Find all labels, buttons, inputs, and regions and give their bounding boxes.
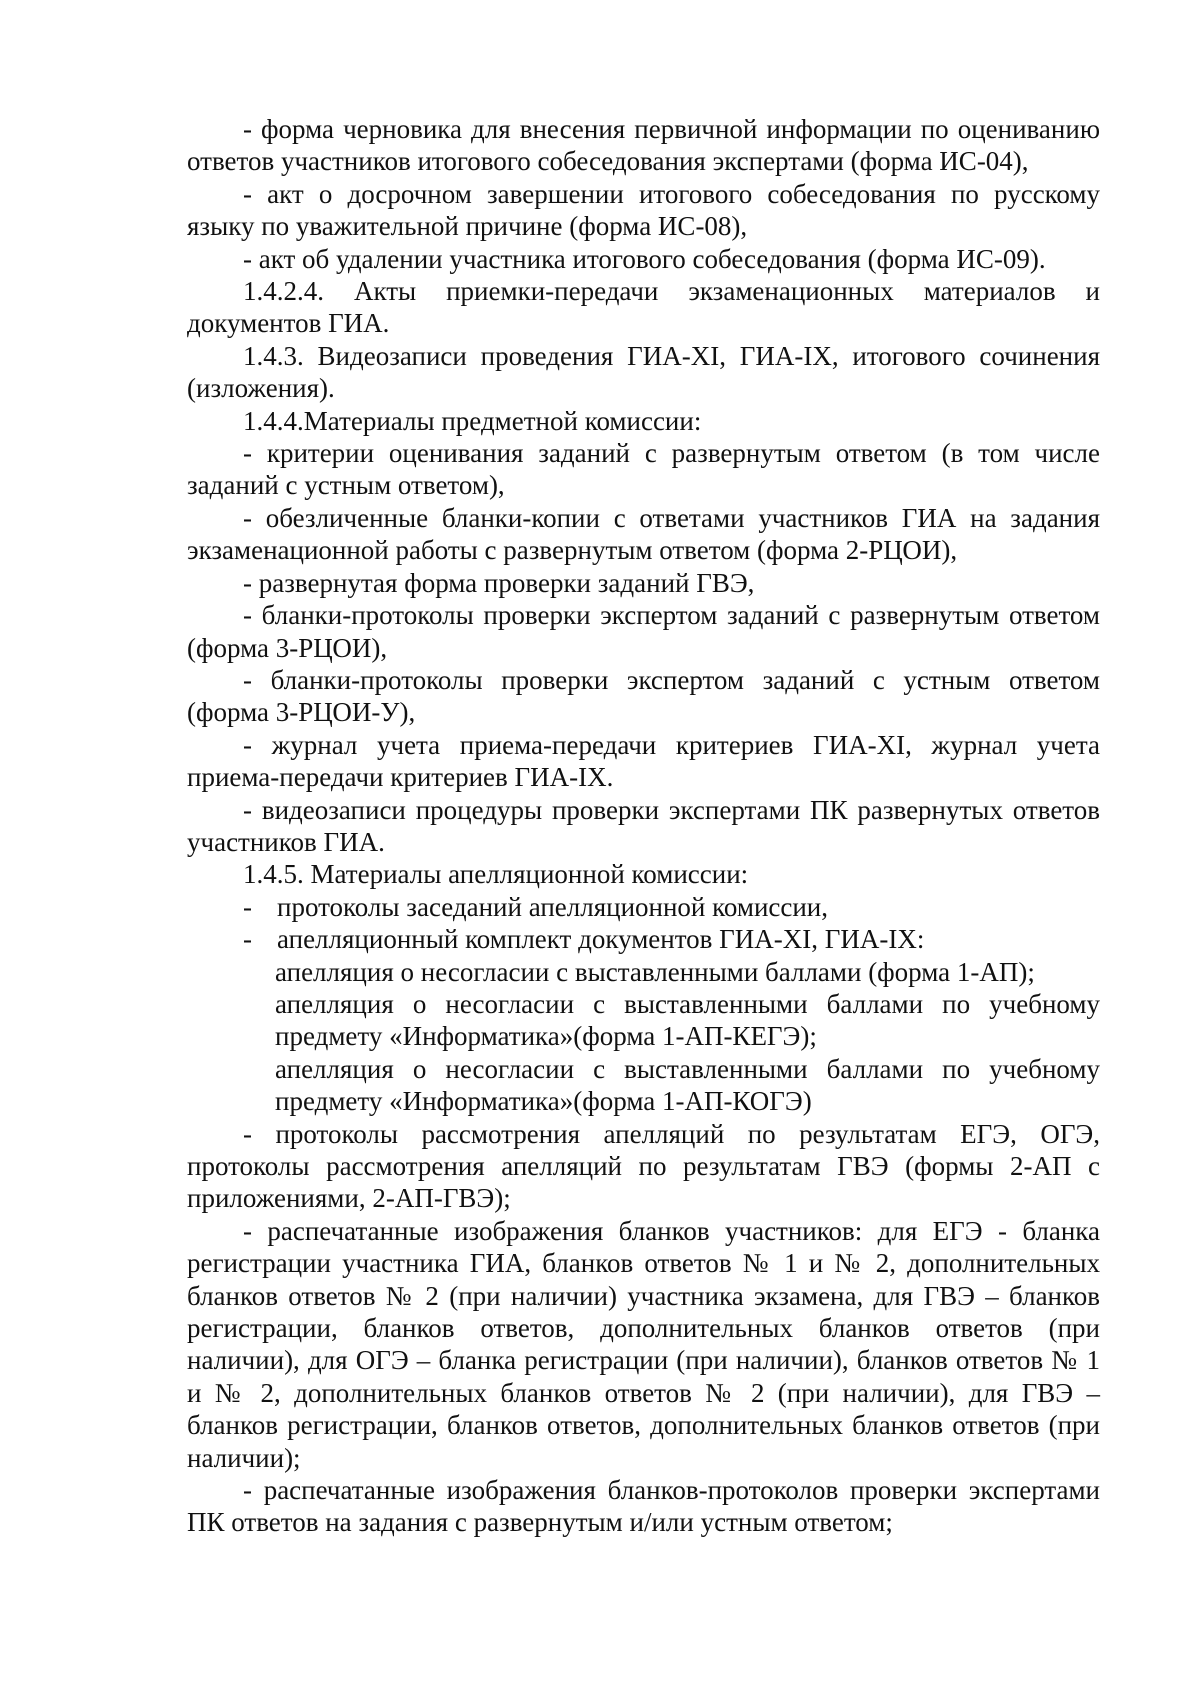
paragraph-appeal-review-protocols: - протоколы рассмотрения апелляций по результатам ЕГЭ, ОГЭ, протоколы рассмотрения апелляций по результатам ГВЭ (формы 2-АП с приложениями, 2-АП-ГВЭ); (187, 1118, 1100, 1214)
paragraph-printed-protocol-forms: - распечатанные изображения бланков-протоколов проверки экспертами ПК ответов на задания с развернутым и/или устным ответом; (187, 1475, 1100, 1538)
paragraph-early-completion-act: - акт о досрочном завершении итогового собеседования по русскому языку по уважительной причине (форма ИС-08), (187, 178, 1100, 242)
paragraph-printed-forms: - распечатанные изображения бланков участников: для ЕГЭ - бланка регистрации участника ГИА, бланков ответов № 1 и № 2, дополнительных бланков ответов № 2 (при наличии) участника экзамена, для ГВЭ – бланков регистрации, бланков ответов, дополнительных бланков ответов (при наличии), для ОГЭ – бланка регистрации (при наличии), бланков ответов № 1 и № 2, дополнительных бланков ответов № 2 (при наличии), для ГВЭ – бланков регистрации, бланков ответов, дополнительных бланков ответов (при наличии); (187, 1215, 1100, 1473)
paragraph-protocol-forms-written: - бланки-протоколы проверки экспертом заданий с развернутым ответом (форма 3-РЦОИ), (187, 600, 1100, 663)
list-dash: - (243, 924, 252, 955)
paragraph-criteria: - критерии оценивания заданий с развернутым ответом (в том числе заданий с устным ответом), (187, 438, 1100, 501)
list-item-text: апелляционный комплект документов ГИА-XI, ГИА-IX: (277, 924, 925, 955)
list-item-appeal-protocols (187, 891, 1100, 923)
paragraph-protocol-forms-oral: - бланки-протоколы проверки экспертом заданий с устным ответом (форма 3-РЦОИ-У), (187, 664, 1100, 728)
paragraph-1-4-4: 1.4.4.Материалы предметной комиссии: (243, 405, 702, 436)
document-page (187, 113, 1100, 1539)
paragraph-1-4-5: 1.4.5. Материалы апелляционной комиссии: (243, 859, 749, 890)
list-item-text: протоколы заседаний апелляционной комиссии, (277, 891, 829, 922)
paragraph-video-records: - видеозаписи процедуры проверки экспертами ПК развернутых ответов участников ГИА. (187, 794, 1100, 857)
paragraph-gve-form: - развернутая форма проверки заданий ГВЭ, (243, 567, 755, 598)
paragraph-1-4-2-4: 1.4.2.4. Акты приемки-передачи экзаменационных материалов и документов ГИА. (187, 276, 1100, 339)
list-item-appeal-package (187, 923, 1100, 955)
paragraph-appeal-1-ap-koge: апелляция о несогласии с выставленными баллами по учебному предмету «Информатика»(форма 1-АП-КОГЭ) (275, 1053, 1100, 1117)
list-dash: - (243, 891, 252, 922)
paragraph-anonymized-forms: - обезличенные бланки-копии с ответами участников ГИА на задания экзаменационной работы с развернутым ответом (форма 2-РЦОИ), (187, 502, 1100, 566)
paragraph-draft-form: - форма черновика для внесения первичной информации по оцениванию ответов участников итогового собеседования экспертами (форма ИС-04), (187, 114, 1100, 177)
paragraph-removal-act: - акт об удалении участника итогового собеседования (форма ИС-09). (243, 243, 1046, 274)
paragraph-appeal-1-ap: апелляция о несогласии с выставленными баллами (форма 1-АП); (275, 956, 1035, 987)
paragraph-criteria-journal: - журнал учета приема-передачи критериев ГИА-XI, журнал учета приема-передачи критериев ГИА-IX. (187, 729, 1100, 793)
paragraph-1-4-3: 1.4.3. Видеозаписи проведения ГИА-XI, ГИА-IX, итогового сочинения (изложения). (187, 340, 1100, 404)
paragraph-appeal-1-ap-kege: апелляция о несогласии с выставленными баллами по учебному предмету «Информатика»(форма 1-АП-КЕГЭ); (275, 988, 1100, 1052)
